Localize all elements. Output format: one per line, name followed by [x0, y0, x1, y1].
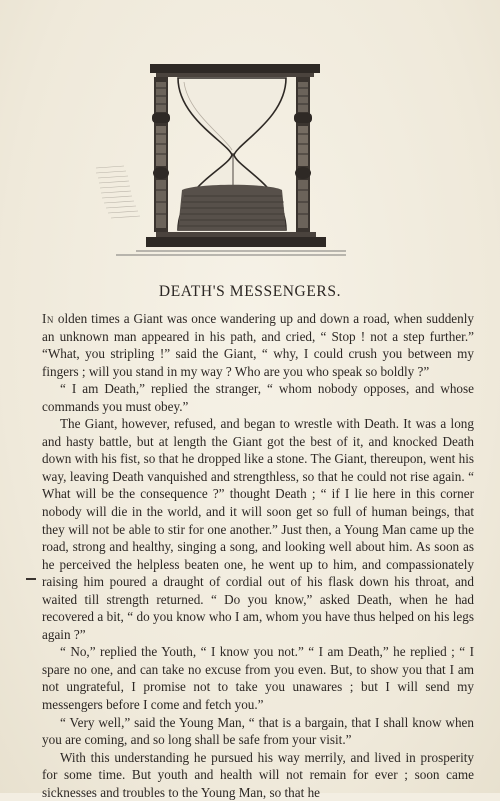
drop-cap: In	[42, 311, 54, 326]
hourglass-icon	[96, 58, 346, 258]
paragraph: With this understanding he pursued his way merrily, and lived in prosperity for some time. But youth and health will not remain for ever ; soon came sicknesses and troubles to the Young Man, so that he	[42, 749, 474, 800]
paragraph-text: olden times a Giant was once wandering up and down a road, when suddenly an unknown man appeared in his path, and cried, “ Stop ! not a step further.” “What, you stripling !” said the Giant, “ why, I could crush you between my fingers ; will you stand in my way ? Who are you who speak so boldly ?”	[42, 311, 474, 379]
story-text	[42, 310, 474, 801]
paragraph: “ I am Death,” replied the stranger, “ whom nobody opposes, and whose commands you must obey.”	[42, 381, 474, 414]
paragraph: The Giant, however, refused, and began to wrestle with Death. It was a long and hasty battle, but at length the Giant got the best of it, and knocked Death down with his fist, so that he dropped like a stone. The Giant, thereupon, went his way, leaving Death vanquished and strengthless, so that he could not rise again. “ What will be the consequence ?” thought Death ; “ if I lie here in this corner nobody will die in the world, and it will soon get so full of human beings, that they will not be able to stir for one another.” Just then, a Young Man came up the road, strong and healthy, singing a song, and looking well about him. As soon as he perceived the helpless beaten one, he went up to him, and compassionately raising him poured a draught of cordial out of his flask down his throat, and waited till strength returned. “ Do you know,” asked Death, when he had recovered a bit, “ do you know who I am, whom you have thus helped on his legs again ?”	[42, 416, 474, 642]
chapter-title: DEATH'S MESSENGERS.	[158, 283, 342, 300]
paragraph: “ No,” replied the Youth, “ I know you not.” “ I am Death,” he replied ; “ I spare no one, and can take no excuse from you even. But, to show you that I am not ungrateful, I promise not to take you unawares ; but I will send my messengers before I come and fetch you.”	[42, 644, 474, 713]
margin-mark	[26, 578, 36, 580]
paragraph: “ Very well,” said the Young Man, “ that is a bargain, that I shall know when you are coming, and so long shall be safe from your visit.”	[42, 714, 474, 748]
paragraph	[42, 310, 474, 380]
